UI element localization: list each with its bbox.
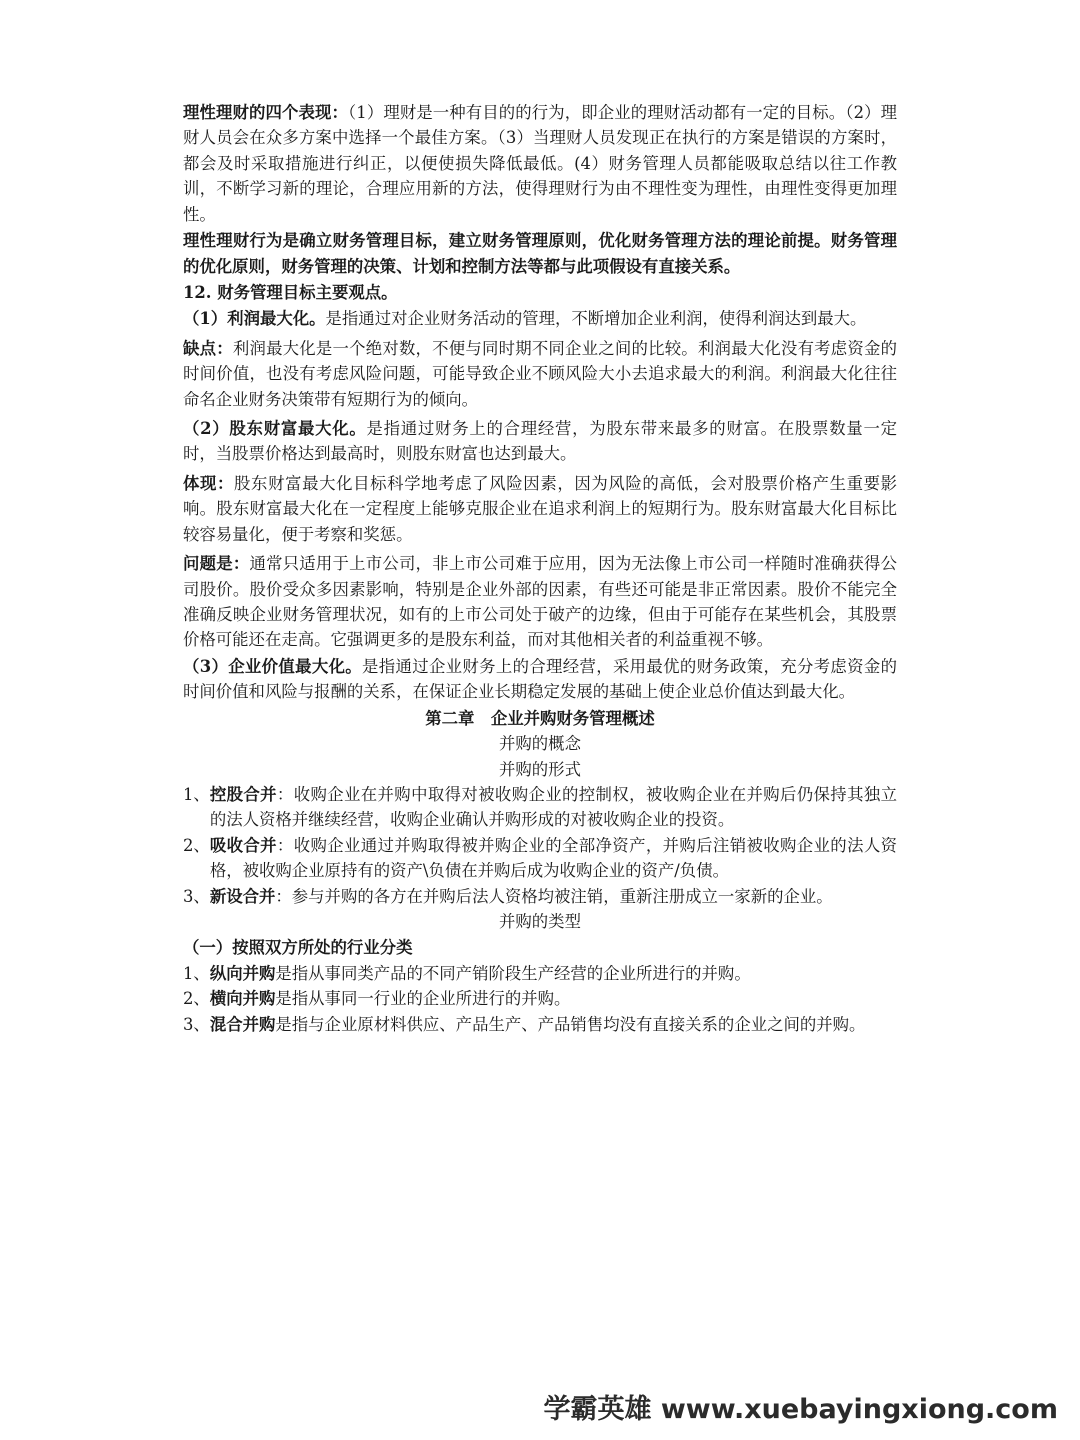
merger-form-label: 控股合并 — [209, 784, 277, 804]
shareholder-embody-text: 股东财富最大化目标科学地考虑了风险因素，因为风险的高低，会对股票价格产生重要影响。股东财富最大化在一定程度上能够克服企业在追求利润上的短期行为。股东财富最大化目标比较容易量化，便于考察和奖惩。 — [183, 473, 897, 544]
merger-form-item — [183, 833, 897, 884]
profit-max-cons-paragraph — [183, 336, 897, 412]
merger-type-description: 是指从事同类产品的不同产销阶段生产经营的企业所进行的并购。 — [275, 963, 751, 983]
enterprise-value-paragraph — [183, 654, 897, 705]
rational-finance-paragraph — [183, 100, 897, 227]
list-number: 2、 — [183, 989, 210, 1009]
list-number: 1、 — [183, 963, 210, 983]
merger-form-sep: ： — [276, 835, 294, 855]
merger-type-item — [183, 986, 897, 1011]
merger-form-text — [210, 833, 897, 884]
list-number: 1、 — [183, 784, 210, 804]
shareholder-embody-label: 体现： — [183, 473, 235, 493]
merger-form-text — [210, 782, 897, 833]
rational-finance-label: 理性理财的四个表现： — [183, 103, 348, 122]
merger-type-text — [210, 1012, 897, 1037]
profit-max-cons-label: 缺点： — [183, 338, 233, 358]
merger-type-text — [210, 961, 897, 986]
section-12-heading: 12. 财务管理目标主要观点。 — [183, 282, 398, 302]
list-number: 3、 — [183, 1014, 210, 1034]
site-watermark: 学霸英雄 www.xuebayingxiong.com — [543, 1394, 1058, 1425]
merger-form-description: 收购企业在并购中取得对被收购企业的控制权，被收购企业在并购后仍保持其独立的法人资格并继续经营，收购企业确认并购形成的对被收购企业的投资。 — [209, 784, 898, 830]
merger-type-description: 是指与企业原材料供应、产品生产、产品销售均没有直接关系的企业之间的并购。 — [275, 1014, 866, 1034]
merger-type-item — [183, 961, 897, 986]
merger-form-sep: ： — [276, 784, 294, 804]
enterprise-value-text: 是指通过企业财务上的合理经营，采用最优的财务政策，充分考虑资金的时间价值和风险与报酬的关系，在保证企业长期稳定发展的基础上使企业总价值达到最大化。 — [183, 656, 898, 702]
profit-max-paragraph — [183, 306, 897, 331]
document-page — [183, 100, 897, 1037]
merger-forms-heading: 并购的形式 — [499, 759, 581, 779]
shareholder-max-text: 是指通过财务上的合理经营，为股东带来最多的财富。在股票数量一定时，当股票价格达到最高时，则股东财富也达到最大。 — [183, 419, 897, 464]
merger-type-description: 是指从事同一行业的企业所进行的并购。 — [275, 989, 571, 1009]
merger-type-label: 纵向并购 — [209, 963, 276, 983]
chapter-2-title: 第二章 企业并购财务管理概述 — [425, 708, 655, 728]
merger-form-label: 吸收合并 — [209, 835, 277, 855]
rational-finance-premise: 理性理财行为是确立财务管理目标，建立财务管理原则，优化财务管理方法的理论前提。财务管理的优化原则，财务管理的决策、计划和控制方法等都与此项假设有直接关系。 — [183, 231, 897, 276]
rational-finance-text: （1）理财是一种有目的的行为，即企业的理财活动都有一定的目标。（2）理财人员会在众多方案中选择一个最佳方案。（3）当理财人员发现正在执行的方案是错误的方案时，都会及时采取措施进行纠正，以便使损失降低最低。(4）财务管理人员都能吸取总结以往工作教训，不断学习新的理论，合理应用新的方法，使得理财行为由不理性变为理性，由理性变得更加理性。 — [183, 103, 897, 224]
list-number: 3、 — [183, 886, 210, 906]
shareholder-problem-paragraph — [183, 551, 897, 653]
merger-types-heading: 并购的类型 — [499, 912, 581, 932]
shareholder-problem-text: 通常只适用于上市公司，非上市公司难于应用，因为无法像上市公司一样随时准确获得公司股价。股价受众多因素影响，特别是企业外部的因素，有些还可能是非正常因素。股价不能完全准确反映企业财务管理状况，如有的上市公司处于破产的边缘，但由于可能存在某些机会，其股票价格可能还在走高。它强调更多的是股东利益，而对其他相关者的利益重视不够。 — [183, 554, 898, 650]
merger-type-item — [183, 1012, 897, 1037]
merger-concept-heading: 并购的概念 — [499, 734, 581, 754]
profit-max-cons-text: 利润最大化是一个绝对数，不便与同时期不同企业之间的比较。利润最大化没有考虑资金的时间价值，也没有考虑风险问题，可能导致企业不顾风险大小去追求最大的利润。利润最大化往往命名企业财务决策带有短期行为的倾向。 — [183, 338, 898, 409]
enterprise-value-label: （3）企业价值最大化。 — [183, 656, 363, 676]
merger-form-text — [210, 884, 897, 909]
profit-max-text: 是指通过对企业财务活动的管理，不断增加企业利润，使得利润达到最大。 — [325, 309, 867, 329]
merger-form-item — [183, 884, 897, 909]
merger-type-label: 横向并购 — [209, 989, 276, 1009]
industry-classification-heading: （一）按照双方所处的行业分类 — [183, 937, 413, 957]
list-number: 2、 — [183, 835, 210, 855]
shareholder-max-paragraph — [183, 416, 897, 467]
shareholder-problem-label: 问题是： — [183, 554, 250, 574]
profit-max-label: （1）利润最大化。 — [183, 309, 326, 329]
merger-form-item — [183, 782, 897, 833]
merger-form-description: 收购企业通过并购取得被并购企业的全部净资产，并购后注销被收购企业的法人资格，被收购企业原持有的资产\负债在并购后成为收购企业的资产/负债。 — [209, 835, 898, 881]
merger-form-description: 参与并购的各方在并购后法人资格均被注销，重新注册成立一家新的企业。 — [291, 886, 833, 906]
merger-type-text — [210, 986, 897, 1011]
merger-form-label: 新设合并 — [209, 886, 276, 906]
merger-form-sep: ： — [275, 886, 292, 906]
shareholder-max-label: （2）股东财富最大化。 — [183, 419, 367, 439]
merger-type-label: 混合并购 — [209, 1014, 276, 1034]
shareholder-embody-paragraph — [183, 471, 897, 547]
